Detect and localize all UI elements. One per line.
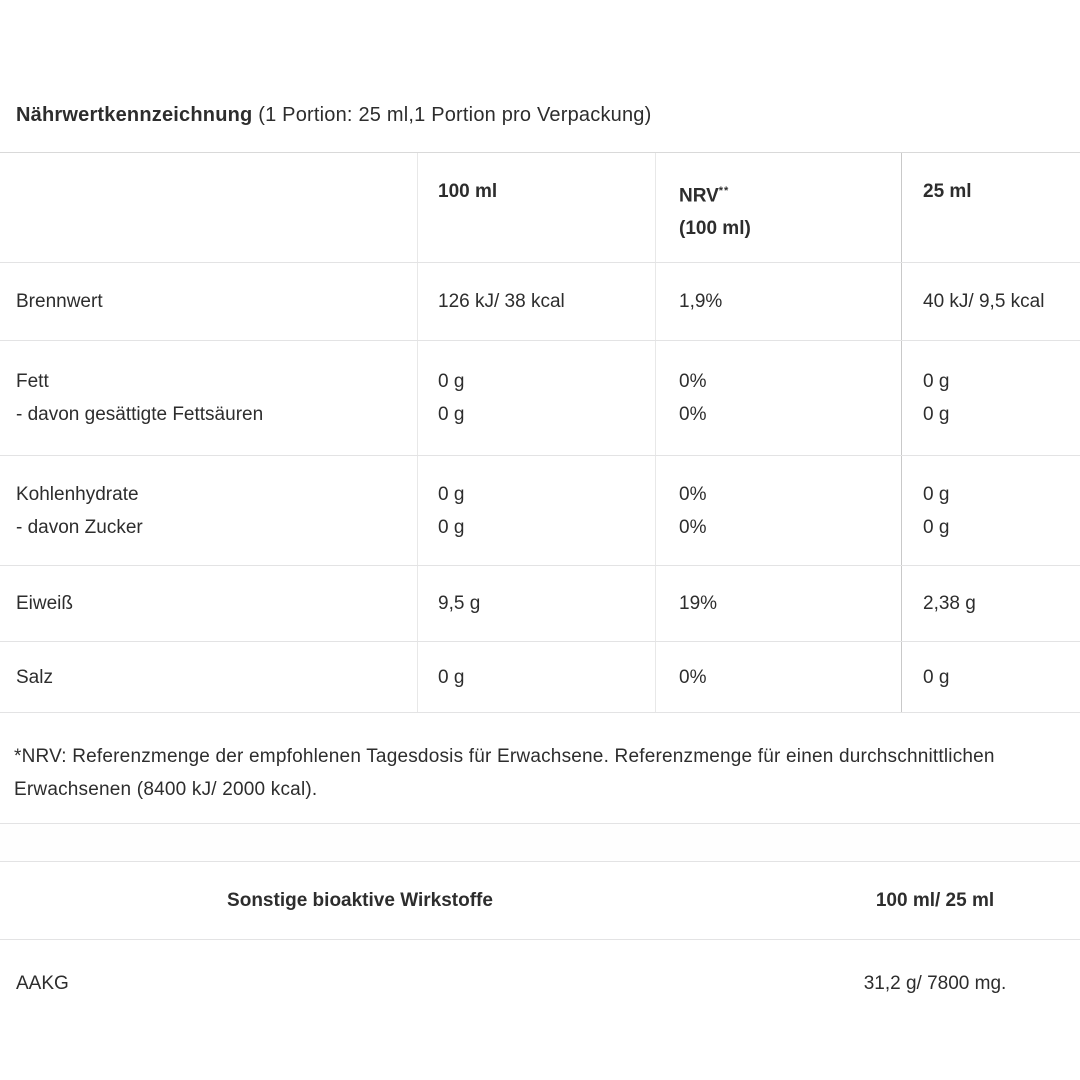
- value-100ml: 126 kJ/ 38 kcal: [438, 291, 565, 312]
- nutrient-label: Kohlenhydrate: [16, 483, 139, 505]
- value-nrv: 1,9%: [679, 291, 723, 312]
- nutrient-label: Brennwert: [16, 291, 103, 312]
- nrv-footnote: [14, 740, 1069, 806]
- value-25ml: 40 kJ/ 9,5 kcal: [923, 291, 1045, 312]
- nutrient-label: Salz: [16, 666, 53, 688]
- nrv-footnote-line1: *NRV: Referenzmenge der empfohlenen Tagesdosis für Erwachsene. Referenzmenge für einen durchschnittlichen: [14, 746, 995, 767]
- value-25ml-sub: 0 g: [923, 516, 950, 538]
- value-25ml: 0 g: [923, 371, 950, 392]
- kohlenhydrate-25ml-cell: [901, 456, 1080, 565]
- nutrient-label: Fett: [16, 371, 49, 392]
- salz-100ml-cell: [417, 642, 655, 712]
- table-row-brennwert: [0, 263, 1080, 341]
- salz-25ml-cell: [901, 642, 1080, 712]
- fett-nrv-cell: [655, 341, 901, 455]
- value-nrv: 0%: [679, 666, 707, 688]
- value-100ml: 0 g: [438, 666, 465, 688]
- table-header-row: [0, 153, 1080, 263]
- value-100ml: 0 g: [438, 483, 465, 505]
- bioactive-header-label: Sonstige bioaktive Wirkstoffe: [227, 889, 493, 911]
- salz-label-cell: [0, 642, 417, 712]
- kohlenhydrate-nrv-cell: [655, 456, 901, 565]
- nutrient-label: Eiweiß: [16, 593, 74, 614]
- value-100ml-sub: 0 g: [438, 516, 465, 538]
- bioactive-amount: 31,2 g/ 7800 mg.: [863, 973, 1007, 994]
- header-25ml-label: 25 ml: [923, 181, 972, 202]
- bioactive-header-amount: 100 ml/ 25 ml: [875, 889, 995, 911]
- value-100ml: 0 g: [438, 371, 465, 392]
- value-25ml: 0 g: [923, 666, 950, 688]
- bioactive-header-row: [0, 862, 1080, 940]
- fett-25ml-cell: [901, 341, 1080, 455]
- header-cell-25ml: [901, 153, 1080, 262]
- header-nrv-label: [679, 175, 901, 212]
- value-25ml: 0 g: [923, 483, 950, 505]
- table-row-eiweiss: [0, 566, 1080, 642]
- fett-label-cell: [0, 341, 417, 455]
- bioactive-row-aakg: [0, 940, 1080, 1030]
- header-empty-cell: [0, 153, 417, 262]
- brennwert-label-cell: [0, 263, 417, 340]
- eiweiss-label-cell: [0, 566, 417, 641]
- brennwert-25ml-cell: [901, 263, 1080, 340]
- title-bold-text: Nährwertkennzeichnung: [16, 104, 253, 126]
- value-25ml-sub: 0 g: [923, 404, 950, 425]
- table-row-salz: [0, 642, 1080, 713]
- value-nrv-sub: 0%: [679, 516, 707, 538]
- page-title: [16, 99, 651, 131]
- header-nrv-asterisks: **: [718, 185, 730, 197]
- value-nrv: 0%: [679, 371, 707, 392]
- value-100ml-sub: 0 g: [438, 404, 465, 425]
- value-25ml: 2,38 g: [923, 593, 976, 614]
- value-100ml: 9,5 g: [438, 593, 481, 614]
- nutrient-sublabel: - davon gesättigte Fettsäuren: [16, 404, 264, 425]
- title-serving-info: (1 Portion: 25 ml,1 Portion pro Verpackung): [252, 104, 652, 126]
- brennwert-100ml-cell: [417, 263, 655, 340]
- bioactive-name: AAKG: [16, 973, 69, 994]
- header-100ml-label: 100 ml: [438, 181, 498, 202]
- eiweiss-25ml-cell: [901, 566, 1080, 641]
- nrv-footnote-line2: Erwachsenen (8400 kJ/ 2000 kcal).: [14, 779, 318, 800]
- fett-100ml-cell: [417, 341, 655, 455]
- table-row-fett: [0, 341, 1080, 456]
- kohlenhydrate-label-cell: [0, 456, 417, 565]
- table-row-kohlenhydrate: [0, 456, 1080, 566]
- header-cell-100ml: [417, 153, 655, 262]
- eiweiss-100ml-cell: [417, 566, 655, 641]
- brennwert-nrv-cell: [655, 263, 901, 340]
- value-nrv: 0%: [679, 483, 707, 505]
- section-divider-band: [0, 823, 1080, 862]
- nutrient-sublabel: - davon Zucker: [16, 516, 143, 538]
- header-cell-nrv: [655, 153, 901, 262]
- value-nrv: 19%: [679, 593, 718, 614]
- nutrition-table: [0, 152, 1080, 713]
- eiweiss-nrv-cell: [655, 566, 901, 641]
- value-nrv-sub: 0%: [679, 404, 707, 425]
- header-nrv-unit: (100 ml): [679, 218, 751, 240]
- kohlenhydrate-100ml-cell: [417, 456, 655, 565]
- header-nrv-base: NRV: [679, 185, 719, 207]
- salz-nrv-cell: [655, 642, 901, 712]
